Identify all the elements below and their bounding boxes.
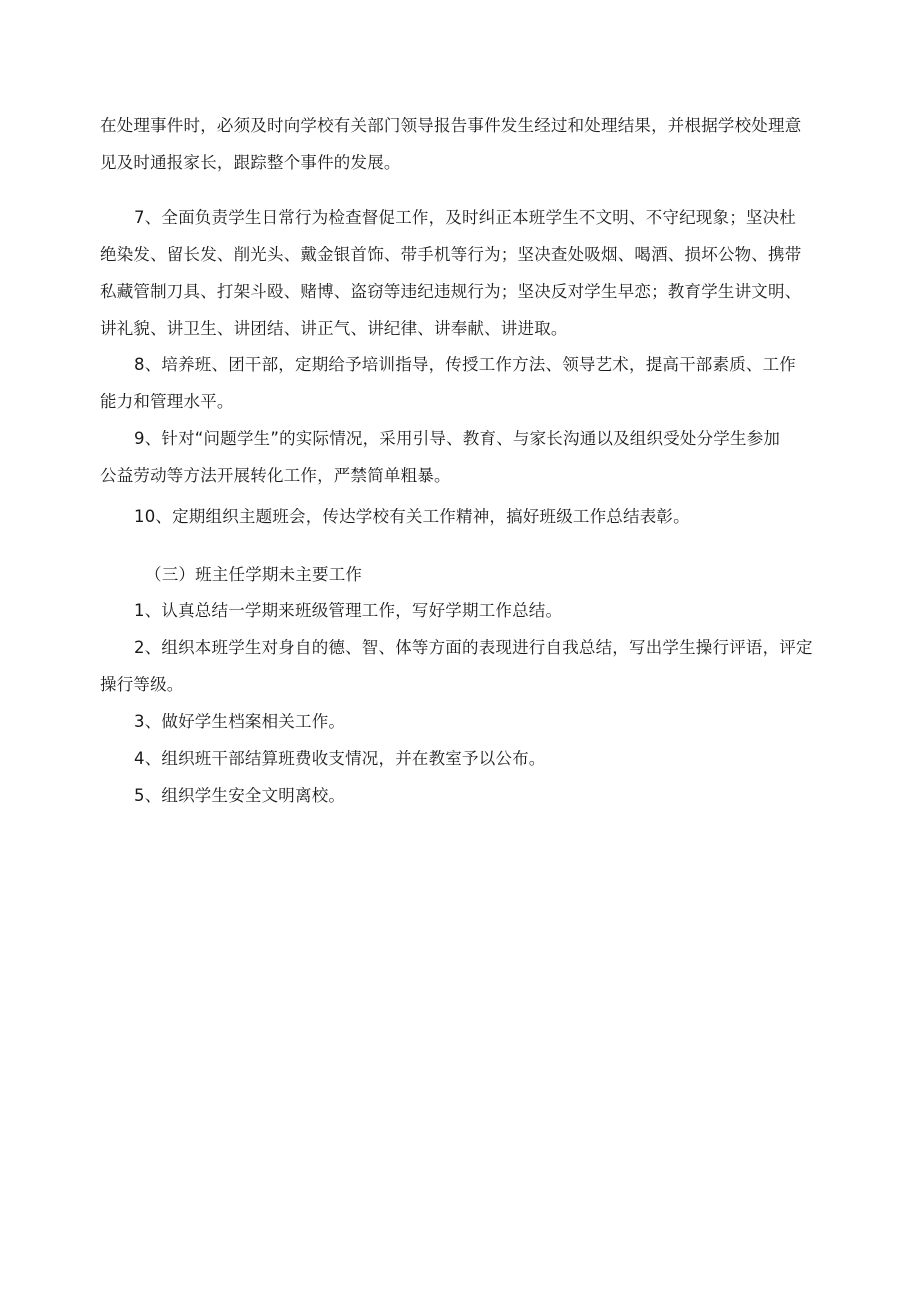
item7-line-4: 讲礼貌、讲卫生、讲团结、讲正气、讲纪律、讲奉献、讲进取。 (100, 319, 568, 338)
item7-line-3: 私藏管制刀具、打架斗殴、赌博、盗窃等违纪违规行为；坚决反对学生早恋；教育学生讲文明、 (100, 282, 802, 301)
item9-line-1: 9、针对“问题学生”的实际情况，采用引导、教育、与家长沟通以及组织受处分学生参加 (134, 429, 781, 448)
item10-line-1: 10、定期组织主题班会，传达学校有关工作精神，搞好班级工作总结表彰。 (134, 507, 690, 526)
item7-line-2: 绝染发、留长发、削光头、戴金银首饰、带手机等行为；坚决查处吸烟、喝酒、损坏公物、携带 (100, 245, 802, 264)
section3-item1: 1、认真总结一学期来班级管理工作，写好学期工作总结。 (134, 601, 563, 620)
item9-line-2: 公益劳动等方法开展转化工作，严禁简单粗暴。 (100, 466, 451, 485)
section3-item2-line-2: 操行等级。 (100, 675, 184, 694)
section3-item4: 4、组织班干部结算班费收支情况，并在教室予以公布。 (134, 749, 546, 768)
intro-paragraph-line-2: 见及时通报家长，跟踪整个事件的发展。 (100, 153, 401, 172)
section3-item3: 3、做好学生档案相关工作。 (134, 712, 346, 731)
item8-line-1: 8、培养班、团干部，定期给予培训指导，传授工作方法、领导艺术，提高干部素质、工作 (134, 355, 796, 374)
intro-paragraph-line-1: 在处理事件时，必须及时向学校有关部门领导报告事件发生经过和处理结果，并根据学校处理意 (100, 116, 802, 135)
item7-line-1: 7、全面负责学生日常行为检查督促工作，及时纠正本班学生不文明、不守纪现象；坚决杜 (134, 208, 796, 227)
item8-line-2: 能力和管理水平。 (100, 392, 234, 411)
section3-heading: （三）班主任学期未主要工作 (145, 565, 363, 584)
section3-item5: 5、组织学生安全文明离校。 (134, 786, 346, 805)
section3-item2-line-1: 2、组织本班学生对身自的德、智、体等方面的表现进行自我总结，写出学生操行评语，评定 (134, 638, 813, 657)
